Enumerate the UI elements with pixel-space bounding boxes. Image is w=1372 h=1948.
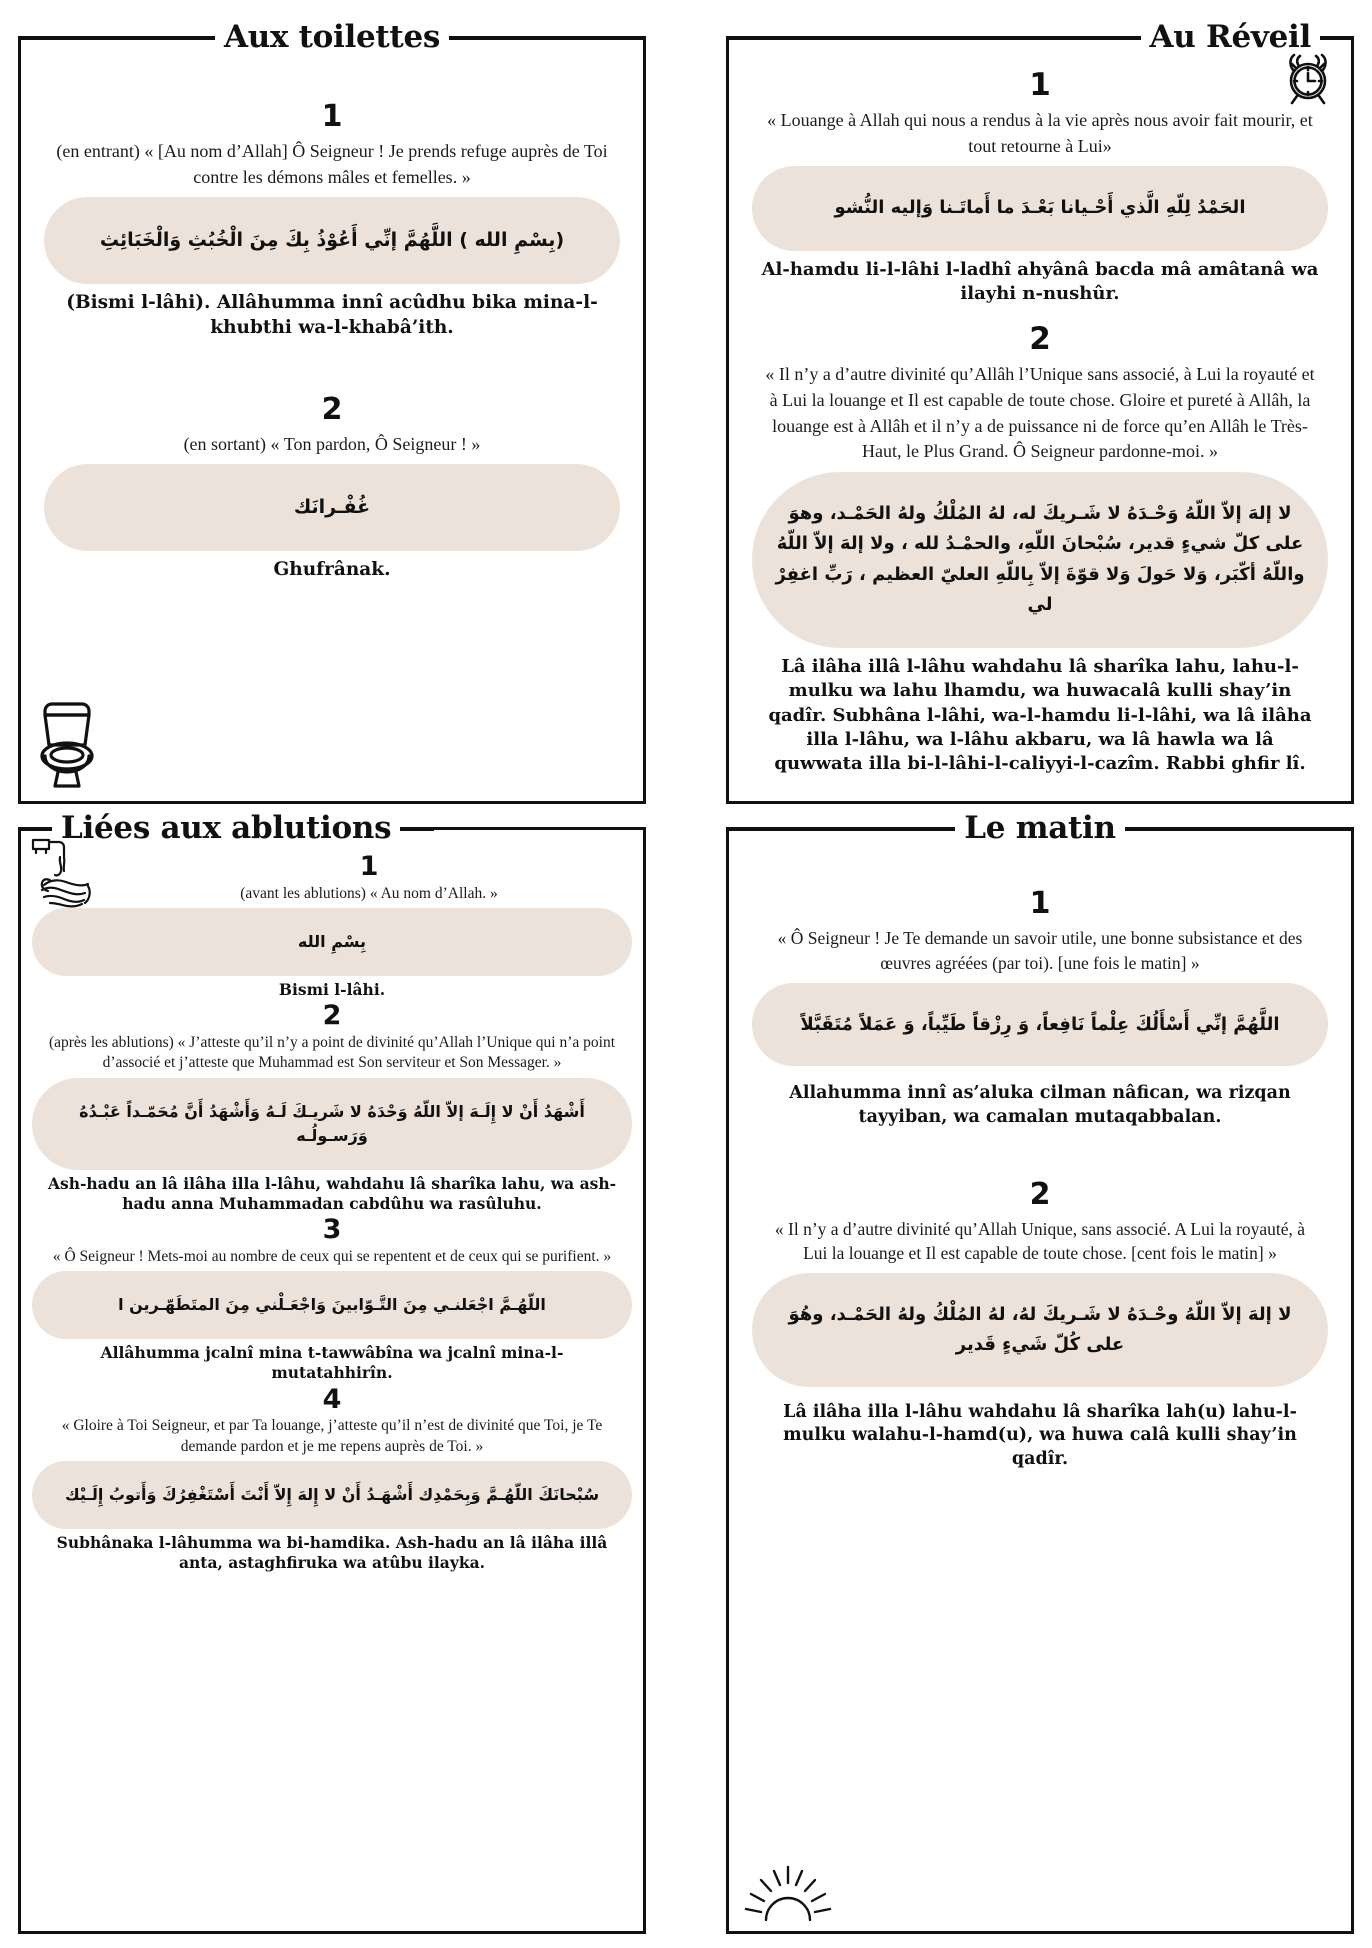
french-translation: « Ô Seigneur ! Je Te demande un savoir utile, une bonne subsistance et des œuvres agréées (par toi). [une fois le matin] » [777, 928, 1303, 973]
arabic-highlight [752, 983, 1328, 1067]
card-aux-toilettes [18, 14, 646, 804]
french-translation: « Il n’y a d’autre divinité qu’Allâh l’Unique sans associé, à Lui la royauté et à Lui la louange et Il est capable de toute chose. Gloire et pureté à Allâh, la louange est à Allâh et il n’y a de puissance ni de force qu’en Allâh le Très-Haut, le Plus Grand. Ô Seigneur pardonne-moi. » [765, 364, 1315, 462]
arabic-text: لا إلهَ إلاّ اللّهُ وحْـدَهُ لا شَـريكَ لهُ، لهُ المُلْكُ ولهُ الحَمْـد، وهُوَ على كُلّ شَيءٍ قَدير [788, 1304, 1292, 1355]
dua-entry [32, 1000, 632, 1214]
header-rule-right [1125, 828, 1354, 831]
french-translation: (avant les ablutions) « Au nom d’Allah. » [240, 884, 498, 902]
arabic-highlight [32, 1271, 632, 1339]
card-body [18, 60, 646, 804]
transliteration: Subhânaka l-lâhumma wa bi-hamdika. Ash-hadu an lâ ilâha illâ anta, astaghfiruka wa atûbu ilayka. [56, 1533, 608, 1573]
entry-number: 2 [322, 1000, 342, 1032]
entry-number: 2 [1029, 321, 1051, 358]
transliteration: Allahumma innî as’aluka cilman nâfican, wa rizqan tayyiban, wa camalan mutaqabbalan. [789, 1083, 1291, 1127]
transliteration: Bismi l-lâhi. [278, 980, 386, 1000]
entry-number: 3 [322, 1214, 342, 1246]
toilet-icon [34, 698, 104, 790]
dua-entry [32, 851, 632, 908]
sunrise-icon [744, 1864, 832, 1926]
alarm-clock-icon [1280, 48, 1336, 106]
transliteration: (Bismi l-lâhi). Allâhumma innî acûdhu bika mina-l-khubthi wa-l-khabâ’ith. [66, 291, 598, 338]
card-title: Le matin [955, 813, 1124, 844]
header-rule-left [726, 828, 955, 831]
arabic-highlight [44, 464, 620, 551]
arabic-highlight [752, 472, 1328, 648]
dua-entry [752, 1148, 1328, 1472]
header-rule-right [449, 37, 646, 40]
card-title: Aux toilettes [215, 22, 449, 53]
card-header [726, 14, 1354, 60]
french-translation: (en sortant) « Ton pardon, Ô Seigneur ! » [183, 433, 481, 454]
arabic-text: أَشْهَدُ أَنْ لا إِلَـهَ إلاّ اللّهُ وَحْدَهُ لا شَريـكَ لَـهُ وَأَشْهَدُ أَنَّ مُحَمّـداً عَبْـدُهُ وَرَسـولُـه [79, 1101, 585, 1145]
arabic-text: اللّهُـمَّ اجْعَلنـي مِنَ التَّـوّابينَ وَاجْعَـلْني مِنَ المتَطَهّـرين ا [118, 1295, 546, 1315]
french-translation: « Louange à Allah qui nous a rendus à la vie après nous avoir fait mourir, et tout retourne à Lui» [767, 110, 1313, 156]
header-rule-right [400, 828, 434, 831]
arabic-text: (بِسْمِ الله ) اللَّهُمَّ إنِّي أَعُوْذُ بِكَ مِنَ الْخُبُثِ وَالْخَبَائِثِ [99, 229, 565, 252]
card-title: Liées aux ablutions [52, 813, 400, 844]
french-translation: « Gloire à Toi Seigneur, et par Ta louange, j’atteste qu’il n’est de divinité que Toi, je Te demande pardon et je me repens auprès de Toi. » [61, 1417, 603, 1455]
card-body [18, 851, 646, 1934]
hand-washing-icon [30, 835, 106, 913]
card-liees-aux-ablutions [18, 805, 646, 1934]
card-header [18, 805, 646, 851]
arabic-highlight [752, 1273, 1328, 1386]
spacer [44, 583, 620, 790]
spacer [752, 1490, 1328, 1920]
card-title: Au Réveil [1141, 22, 1320, 53]
entry-number: 1 [359, 851, 379, 882]
arabic-highlight [44, 197, 620, 284]
arabic-highlight [752, 166, 1328, 251]
dua-entry [752, 857, 1328, 1130]
arabic-highlight [32, 1078, 632, 1170]
arabic-highlight [32, 1461, 632, 1529]
arabic-text: سُبْحانَكَ اللّهُـمَّ وَبِحَمْدِك أَشْهَـدُ أَنْ لا إِلهَ إِلاّ أَنْتَ أَسْتَغْفِرُكَ وَأَتوبُ إِلَـيْك [64, 1485, 600, 1505]
transliteration: Allâhumma jcalnî mina t-tawwâbîna wa jcalnî mina-l-mutatahhirîn. [100, 1343, 564, 1383]
header-rule-right [1320, 37, 1354, 40]
card-au-reveil [726, 14, 1354, 804]
dua-entry [32, 1214, 632, 1383]
arabic-text: الحَمْدُ لِلّهِ الَّذي أَحْـيانا بَعْـدَ ما أَماتَـنا وَإليه النُّشو [834, 197, 1246, 219]
card-body [726, 60, 1354, 804]
card-le-matin [726, 805, 1354, 1934]
entry-number: 2 [1029, 1176, 1051, 1212]
dua-entry [44, 359, 620, 583]
card-body [726, 851, 1354, 1934]
transliteration: Lâ ilâha illâ l-lâhu wahdahu lâ sharîka lahu, lahu-l-mulku wa lahu lhamdu, wa huwacalâ kulli shay’in qadîr. Subhâna l-lâhi, wa-l-hamdu li-l-lâhi, wa lâ ilâha illa l-lâhu, wa l-lâhu akbaru, wa lâ hawla wa lâ quwwata illa bi-l-lâhi-l-caliyyi-l-cazîm. Rabbi ghfir lî. [768, 656, 1312, 775]
french-translation: (après les ablutions) « J’atteste qu’il n’y a point de divinité qu’Allah l’Unique qui n’a point d’associé et j’atteste que Muhammad est Son serviteur et Son Messager. » [48, 1033, 616, 1072]
card-header [726, 805, 1354, 851]
french-translation: « Il n’y a d’autre divinité qu’Allah Unique, sans associé. A Lui la royauté, à Lui la louange et Il est capable de toute chose. [cent fois le matin] » [774, 1218, 1306, 1264]
transliteration: Lâ ilâha illa l-lâhu wahdahu lâ sharîka lah(u) lahu-l-mulku walahu-l-hamd(u), wa huwa calâ kulli shay’in qadîr. [783, 1401, 1297, 1469]
french-translation: « Ô Seigneur ! Mets-moi au nombre de ceux qui se repentent et de ceux qui se purifient. » [52, 1247, 612, 1265]
card-header [18, 14, 646, 60]
entry-number: 1 [321, 99, 343, 134]
header-rule-left [18, 37, 215, 40]
header-rule-left [18, 828, 52, 831]
arabic-highlight [32, 908, 632, 976]
entry-number: 1 [1029, 886, 1051, 921]
entry-number: 2 [321, 391, 343, 427]
arabic-text: غُفْـرانَك [293, 496, 371, 519]
transliteration: Ash-hadu an lâ ilâha illa l-lâhu, wahdahu lâ sharîka lahu, wa ash-hadu anna Muhammadan cabdûhu wa rasûluhu. [47, 1173, 617, 1214]
arabic-text: بِسْمِ الله [297, 932, 367, 952]
dua-entry [32, 1384, 632, 1574]
dua-entry [752, 66, 1328, 306]
french-translation: (en entrant) « [Au nom d’Allah] Ô Seigneur ! Je prends refuge auprès de Toi contre les démons mâles et femelles. » [56, 141, 608, 187]
entry-number: 4 [322, 1383, 342, 1415]
header-rule-left [726, 37, 1141, 40]
dua-entry [752, 320, 1328, 776]
arabic-text: لا إلهَ إلاّ اللّهُ وَحْـدَهُ لا شَـريكَ له، لهُ المُلْكُ ولهُ الحَمْـد، وهوَ على كلّ شيءٍ قدير، سُبْحانَ اللّهِ، والحمْـدُ لله ، ولا إلهَ إلاّ اللّهُ واللّهُ أكّبَر، وَلا حَولَ وَلا قوّةَ إلاّ بِاللّهِ العليّ العظيم ، رَبِّ اغفِرْ لي [775, 502, 1305, 616]
arabic-text: اللَّهُمَّ إنِّي أَسْأَلُكَ عِلْماً نَافِعاً، وَ رِزْقاً طَيِّباً، وَ عَمَلاً مُتَقَبَّلاً [800, 1013, 1280, 1035]
transliteration: Al-hamdu li-l-lâhi l-ladhî ahyânâ bacda mâ amâtanâ wa ilayhi n-nushûr. [761, 258, 1319, 305]
transliteration: Ghufrânak. [273, 559, 391, 581]
dua-entry [44, 66, 620, 341]
entry-number: 1 [1029, 67, 1051, 103]
